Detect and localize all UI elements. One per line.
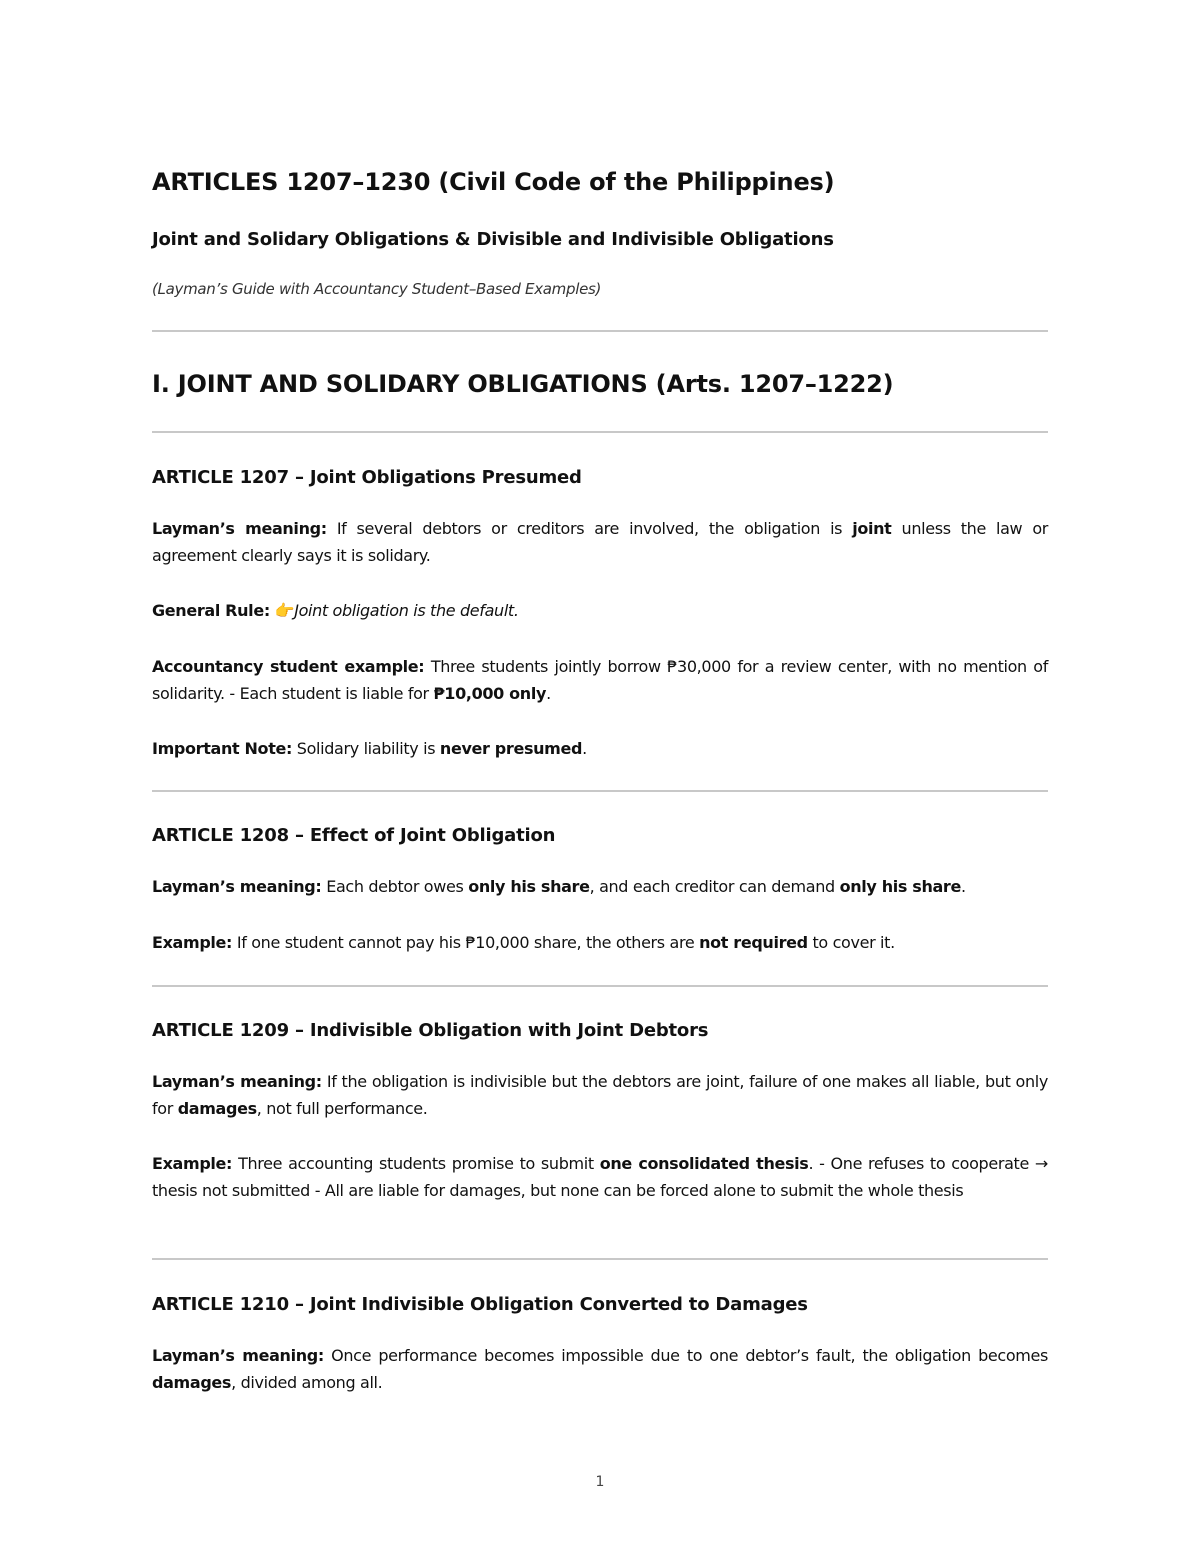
article-1209-heading: ARTICLE 1209 – Indivisible Obligation with Joint Debtors <box>152 1020 709 1041</box>
section-heading: I. JOINT AND SOLIDARY OBLIGATIONS (Arts. 1207–1222) <box>152 370 894 398</box>
example-label: Accountancy student example: <box>152 657 425 676</box>
divider <box>152 985 1048 987</box>
article-1209-example: Example: Three accounting students promise to submit one consolidated thesis. - One refuses to cooperate → thesis not submitted - All are liable for damages, but none can be forced alone to submit the whole thesis <box>152 1154 1048 1200</box>
article-1207-general-rule: General Rule: 👉Joint obligation is the default. <box>152 601 519 620</box>
meaning-label: Layman’s meaning: <box>152 877 322 896</box>
document-title: ARTICLES 1207–1230 (Civil Code of the Philippines) <box>152 168 835 196</box>
example-label: Example: <box>152 933 233 952</box>
article-1210-meaning: Layman’s meaning: Once performance becomes impossible due to one debtor’s fault, the obligation becomes damages, divided among all. <box>152 1346 1048 1392</box>
divider <box>152 431 1048 433</box>
pointing-hand-icon: 👉 <box>274 601 295 620</box>
article-1208-example: Example: If one student cannot pay his ₱10,000 share, the others are not required to cover it. <box>152 933 895 952</box>
divider <box>152 330 1048 332</box>
general-rule-label: General Rule: <box>152 601 270 620</box>
article-1210-heading: ARTICLE 1210 – Joint Indivisible Obligation Converted to Damages <box>152 1294 808 1315</box>
page-number: 1 <box>595 1474 605 1490</box>
article-1209-meaning: Layman’s meaning: If the obligation is indivisible but the debtors are joint, failure of one makes all liable, but only for damages, not full performance. <box>152 1072 1048 1118</box>
document-note: (Layman’s Guide with Accountancy Student–Based Examples) <box>152 280 602 298</box>
article-1207-heading: ARTICLE 1207 – Joint Obligations Presumed <box>152 467 582 488</box>
divider <box>152 1258 1048 1260</box>
example-label: Example: <box>152 1154 233 1173</box>
article-1208-heading: ARTICLE 1208 – Effect of Joint Obligation <box>152 825 556 846</box>
article-1207-example: Accountancy student example: Three students jointly borrow ₱30,000 for a review center, with no mention of solidarity. - Each student is liable for ₱10,000 only. <box>152 657 1049 703</box>
article-1207-meaning: Layman’s meaning: If several debtors or creditors are involved, the obligation is joint unless the law or agreement clearly says it is solidary. <box>152 519 1048 565</box>
article-1207-important-note: Important Note: Solidary liability is never presumed. <box>152 739 587 758</box>
meaning-label: Layman’s meaning: <box>152 519 327 538</box>
meaning-label: Layman’s meaning: <box>152 1072 322 1091</box>
divider <box>152 790 1048 792</box>
meaning-label: Layman’s meaning: <box>152 1346 324 1365</box>
document-subtitle: Joint and Solidary Obligations & Divisible and Indivisible Obligations <box>152 229 834 250</box>
article-1208-meaning: Layman’s meaning: Each debtor owes only his share, and each creditor can demand only his share. <box>152 877 966 896</box>
important-note-label: Important Note: <box>152 739 293 758</box>
